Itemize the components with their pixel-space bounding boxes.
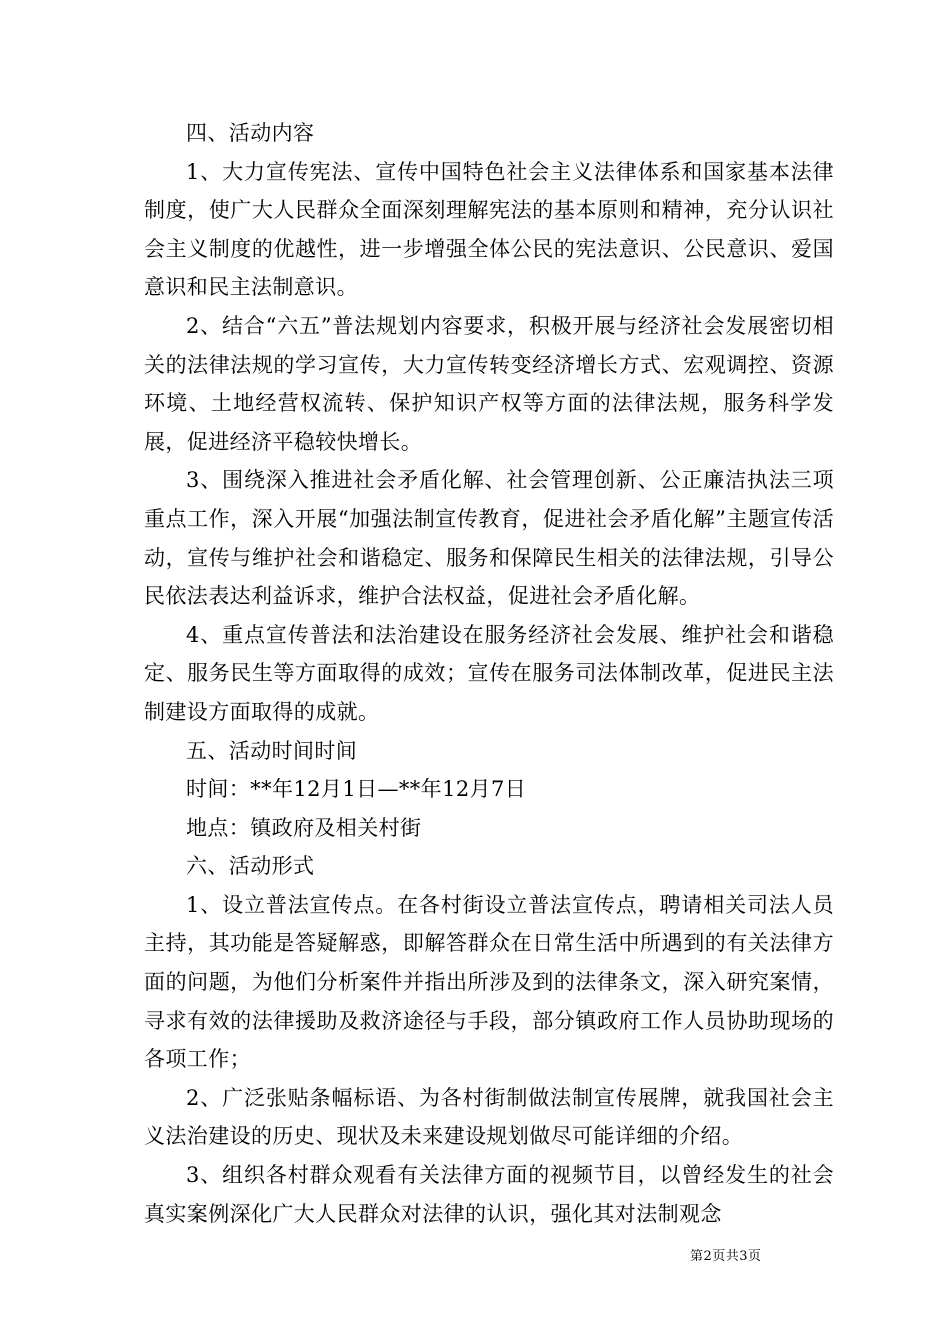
paragraph-content-1: 1、大力宣传宪法、宣传中国特色社会主义法律体系和国家基本法律制度，使广大人民群众全面深刻理解宪法的基本原则和精神，充分认识社会主义制度的优越性，进一步增强全体公民的宪法意识、公民意识、爱国意识和民主法制意识。 bbox=[144, 159, 834, 300]
paragraph-content-3: 3、围绕深入推进社会矛盾化解、社会管理创新、公正廉洁执法三项重点工作，深入开展“加强法制宣传教育，促进社会矛盾化解”主题宣传活动，宣传与维护社会和谐稳定、服务和保障民生相关的法律法规，引导公民依法表达利益诉求，维护合法权益，促进社会矛盾化解。 bbox=[144, 468, 834, 609]
paragraph-location: 地点：镇政府及相关村街 bbox=[186, 815, 422, 840]
section-heading-activity-form: 六、活动形式 bbox=[186, 854, 315, 879]
section-heading-activity-content: 四、活动内容 bbox=[186, 121, 315, 145]
paragraph-form-1: 1、设立普法宣传点。在各村街设立普法宣传点，聘请相关司法人员主持，其功能是答疑解惑，即解答群众在日常生活中所遇到的有关法律方面的问题，为他们分析案件并指出所涉及到的法律条文，深入研究案情，寻求有效的法律援助及救济途径与手段，部分镇政府工作人员协助现场的各项工作； bbox=[144, 892, 834, 1072]
paragraph-form-3: 3、组织各村群众观看有关法律方面的视频节目，以曾经发生的社会真实案例深化广大人民群众对法律的认识，强化其对法制观念 bbox=[144, 1163, 834, 1226]
paragraph-time: 时间：**年12月1日—**年12月7日 bbox=[186, 777, 527, 802]
document-body bbox=[144, 114, 834, 1233]
paragraph-form-2: 2、广泛张贴条幅标语、为各村街制做法制宣传展牌，就我国社会主义法治建设的历史、现状及未来建设规划做尽可能详细的介绍。 bbox=[144, 1085, 834, 1149]
section-heading-activity-time: 五、活动时间时间 bbox=[186, 738, 358, 763]
paragraph-content-4: 4、重点宣传普法和法治建设在服务经济社会发展、维护社会和谐稳定、服务民生等方面取得的成效；宣传在服务司法体制改革，促进民主法制建设方面取得的成就。 bbox=[144, 622, 834, 724]
paragraph-content-2: 2、结合“六五”普法规划内容要求，积极开展与经济社会发展密切相关的法律法规的学习宣传，大力宣传转变经济增长方式、宏观调控、资源环境、土地经营权流转、保护知识产权等方面的法律法规，服务科学发展，促进经济平稳较快增长。 bbox=[144, 313, 834, 454]
page-number-footer: 第2页共3页 bbox=[690, 1249, 762, 1264]
